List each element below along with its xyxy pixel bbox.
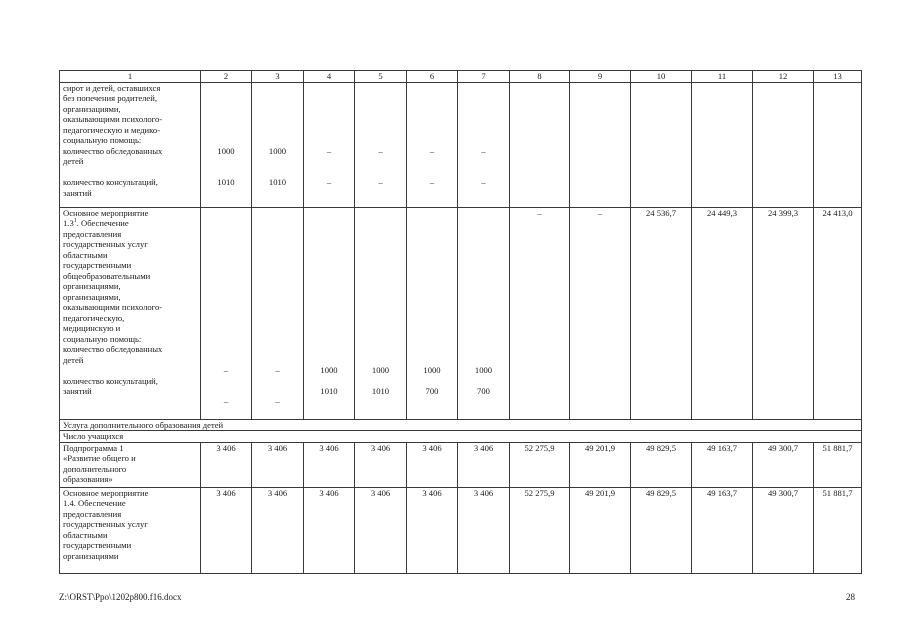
value-cell: 3 406 bbox=[201, 487, 252, 573]
row-label-cell: Основное мероприятие 1.4. Обеспечение предоставления государственных услуг областными государственными организациями bbox=[60, 487, 201, 573]
value-cell: – – bbox=[252, 207, 304, 419]
value-cell: 1000 1010 bbox=[304, 207, 355, 419]
header-cell: 6 bbox=[407, 71, 458, 83]
value-cell bbox=[510, 82, 570, 207]
label-line: детей bbox=[63, 156, 84, 166]
value-cell: 49 300,7 bbox=[753, 487, 814, 573]
value-cell: 49 300,7 bbox=[753, 442, 814, 487]
value-cell bbox=[570, 82, 631, 207]
value-cell: – – bbox=[407, 82, 458, 207]
value-cell: – – bbox=[458, 82, 510, 207]
header-row bbox=[60, 71, 862, 83]
header-cell: 9 bbox=[570, 71, 631, 83]
value-cell bbox=[814, 82, 862, 207]
label-line: занятий bbox=[63, 187, 92, 198]
file-path: Z:\ORST\Ppo\1202p800.f16.docx bbox=[59, 592, 182, 602]
value-cell: 52 275,9 bbox=[510, 487, 570, 573]
value-cell: 49 829,5 bbox=[631, 487, 692, 573]
header-cell: 5 bbox=[355, 71, 407, 83]
value-cell: 1000 700 bbox=[458, 207, 510, 419]
header-cell: 8 bbox=[510, 71, 570, 83]
header-cell: 4 bbox=[304, 71, 355, 83]
label-line: педагогическую и медико- bbox=[63, 124, 161, 135]
value-cell bbox=[753, 82, 814, 207]
table-row bbox=[60, 82, 862, 207]
value-cell: 24 413,0 bbox=[814, 207, 862, 419]
value-cell: – bbox=[510, 207, 570, 419]
value-cell: 3 406 bbox=[252, 487, 304, 573]
value-cell: 24 449,3 bbox=[692, 207, 753, 419]
value-cell: 3 406 bbox=[201, 442, 252, 487]
header-cell: 2 bbox=[201, 71, 252, 83]
value-cell: 51 881,7 bbox=[814, 442, 862, 487]
value-cell: 1000 1010 bbox=[201, 82, 252, 207]
value-cell: 51 881,7 bbox=[814, 487, 862, 573]
value-cell: 3 406 bbox=[355, 442, 407, 487]
value-cell: 3 406 bbox=[304, 442, 355, 487]
value-cell: – bbox=[570, 207, 631, 419]
value-cell: 49 163,7 bbox=[692, 487, 753, 573]
value-cell: 1000 700 bbox=[407, 207, 458, 419]
value-cell: 1000 1010 bbox=[355, 207, 407, 419]
data-table bbox=[59, 70, 862, 574]
header-cell: 11 bbox=[692, 71, 753, 83]
value-cell: 49 163,7 bbox=[692, 442, 753, 487]
value-cell bbox=[631, 82, 692, 207]
value-cell: – – bbox=[304, 82, 355, 207]
value-cell: 3 406 bbox=[407, 487, 458, 573]
value-cell: 3 406 bbox=[252, 442, 304, 487]
value-cell: 3 406 bbox=[458, 487, 510, 573]
value-cell: 49 201,9 bbox=[570, 442, 631, 487]
section-title: Число учащихся bbox=[60, 431, 862, 443]
value-cell: 3 406 bbox=[407, 442, 458, 487]
header-cell: 12 bbox=[753, 71, 814, 83]
label-line: без попечения родителей, bbox=[63, 93, 157, 103]
value-cell: 24 536,7 bbox=[631, 207, 692, 419]
header-cell: 3 bbox=[252, 71, 304, 83]
value-cell: 49 829,5 bbox=[631, 442, 692, 487]
value-cell: 24 399,3 bbox=[753, 207, 814, 419]
value-cell bbox=[692, 82, 753, 207]
section-row bbox=[60, 419, 862, 431]
label-line: оказывающими психолого- bbox=[63, 114, 163, 124]
value-cell: 3 406 bbox=[304, 487, 355, 573]
label-line: социальную помощь: bbox=[63, 135, 142, 145]
value-cell: 49 201,9 bbox=[570, 487, 631, 573]
section-title: Услуга дополнительного образования детей bbox=[60, 419, 862, 431]
label-line: количество обследованных bbox=[63, 145, 163, 156]
label-line: количество консультаций, bbox=[63, 177, 158, 187]
value-cell: 3 406 bbox=[355, 487, 407, 573]
table-row bbox=[60, 442, 862, 487]
table-row bbox=[60, 487, 862, 573]
row-label-cell bbox=[60, 82, 201, 207]
page-number: 28 bbox=[846, 592, 855, 602]
table-row bbox=[60, 207, 862, 419]
value-cell: 52 275,9 bbox=[510, 442, 570, 487]
row-label-cell: Подпрограмма 1 «Развитие общего и дополнительного образования» bbox=[60, 442, 201, 487]
header-cell: 1 bbox=[60, 71, 201, 83]
label-line: сирот и детей, оставшихся bbox=[63, 82, 161, 93]
row-label-cell: Основное мероприятие $1.3^1$. Обеспечение предоставления государственных услуг областными государственными общеобразовательными организациями, организациями, оказывающими психолого- педагогическую, медицинскую и социальную помощь: количество обследованных детей количество консультаций, занятий bbox=[60, 207, 201, 419]
value-cell: 1000 1010 bbox=[252, 82, 304, 207]
value-cell: 3 406 bbox=[458, 442, 510, 487]
label-line: организациями, bbox=[63, 103, 121, 114]
header-cell: 10 bbox=[631, 71, 692, 83]
header-cell: 7 bbox=[458, 71, 510, 83]
value-cell: – – bbox=[201, 207, 252, 419]
section-row bbox=[60, 431, 862, 443]
value-cell: – – bbox=[355, 82, 407, 207]
header-cell: 13 bbox=[814, 71, 862, 83]
